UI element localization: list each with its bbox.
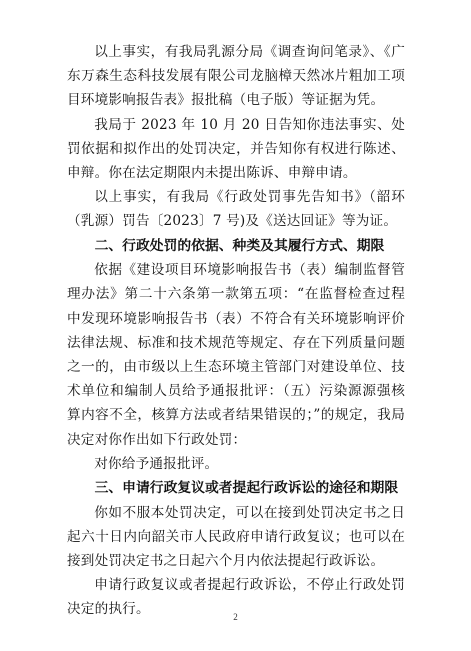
- section-heading-appeal: 三、申请行政复议或者提起行政诉讼的途径和期限: [94, 480, 399, 497]
- evidence-paragraph: 以上事实，有我局乳源分局《调查询问笔录》、《广东万森生态科技发展有限公司龙脑樟天然冰片粗加工项目环境影响报告表》报批稿（电子版）等证据为凭。: [67, 44, 405, 109]
- document-body: [67, 40, 405, 622]
- legal-basis-paragraph: 依据《建设项目环境影响报告书（表）编制监督管理办法》第二十六条第一款第五项：“在监督检查过程中发现环境影响报告书（表）不符合有关环境影响评价法律法规、标准和技术规范等规定、存在下列质量问题之一的，由市级以上生态环境主管部门对建设单位、技术单位和编制人员给予通报批评：（五）污染源源强核算内容不全，核算方法或者结果错误的；”的规定，我局决定对你作出如下行政处罚：: [67, 262, 405, 448]
- appeal-paragraph: 你如不服本处罚决定，可以在接到处罚决定书之日起六十日内向韶关市人民政府申请行政复议；也可以在接到处罚决定书之日起六个月内依法提起行政诉讼。: [67, 504, 405, 570]
- notification-paragraph: 我局于 2023 年 10 月 20 日告知你违法事实、处罚依据和拟作出的处罚决定，并告知你有权进行陈述、申辩。你在法定期限内未提出陈诉、申辩申请。: [67, 116, 405, 182]
- penalty-decision-paragraph: 对你给予通报批评。: [94, 455, 219, 472]
- notice-evidence-paragraph: 以上事实，有我局《行政处罚事先告知书》（韶环（乳源）罚告〔2023〕7 号)及《送达回证》等为证。: [67, 189, 405, 230]
- no-suspension-paragraph: 申请行政复议或者提起行政诉讼，不停止行政处罚决定的执行。: [67, 577, 405, 618]
- page-number: 2: [233, 612, 238, 622]
- section-heading-penalty-basis: 二、行政处罚的依据、种类及其履行方式、期限: [94, 237, 385, 254]
